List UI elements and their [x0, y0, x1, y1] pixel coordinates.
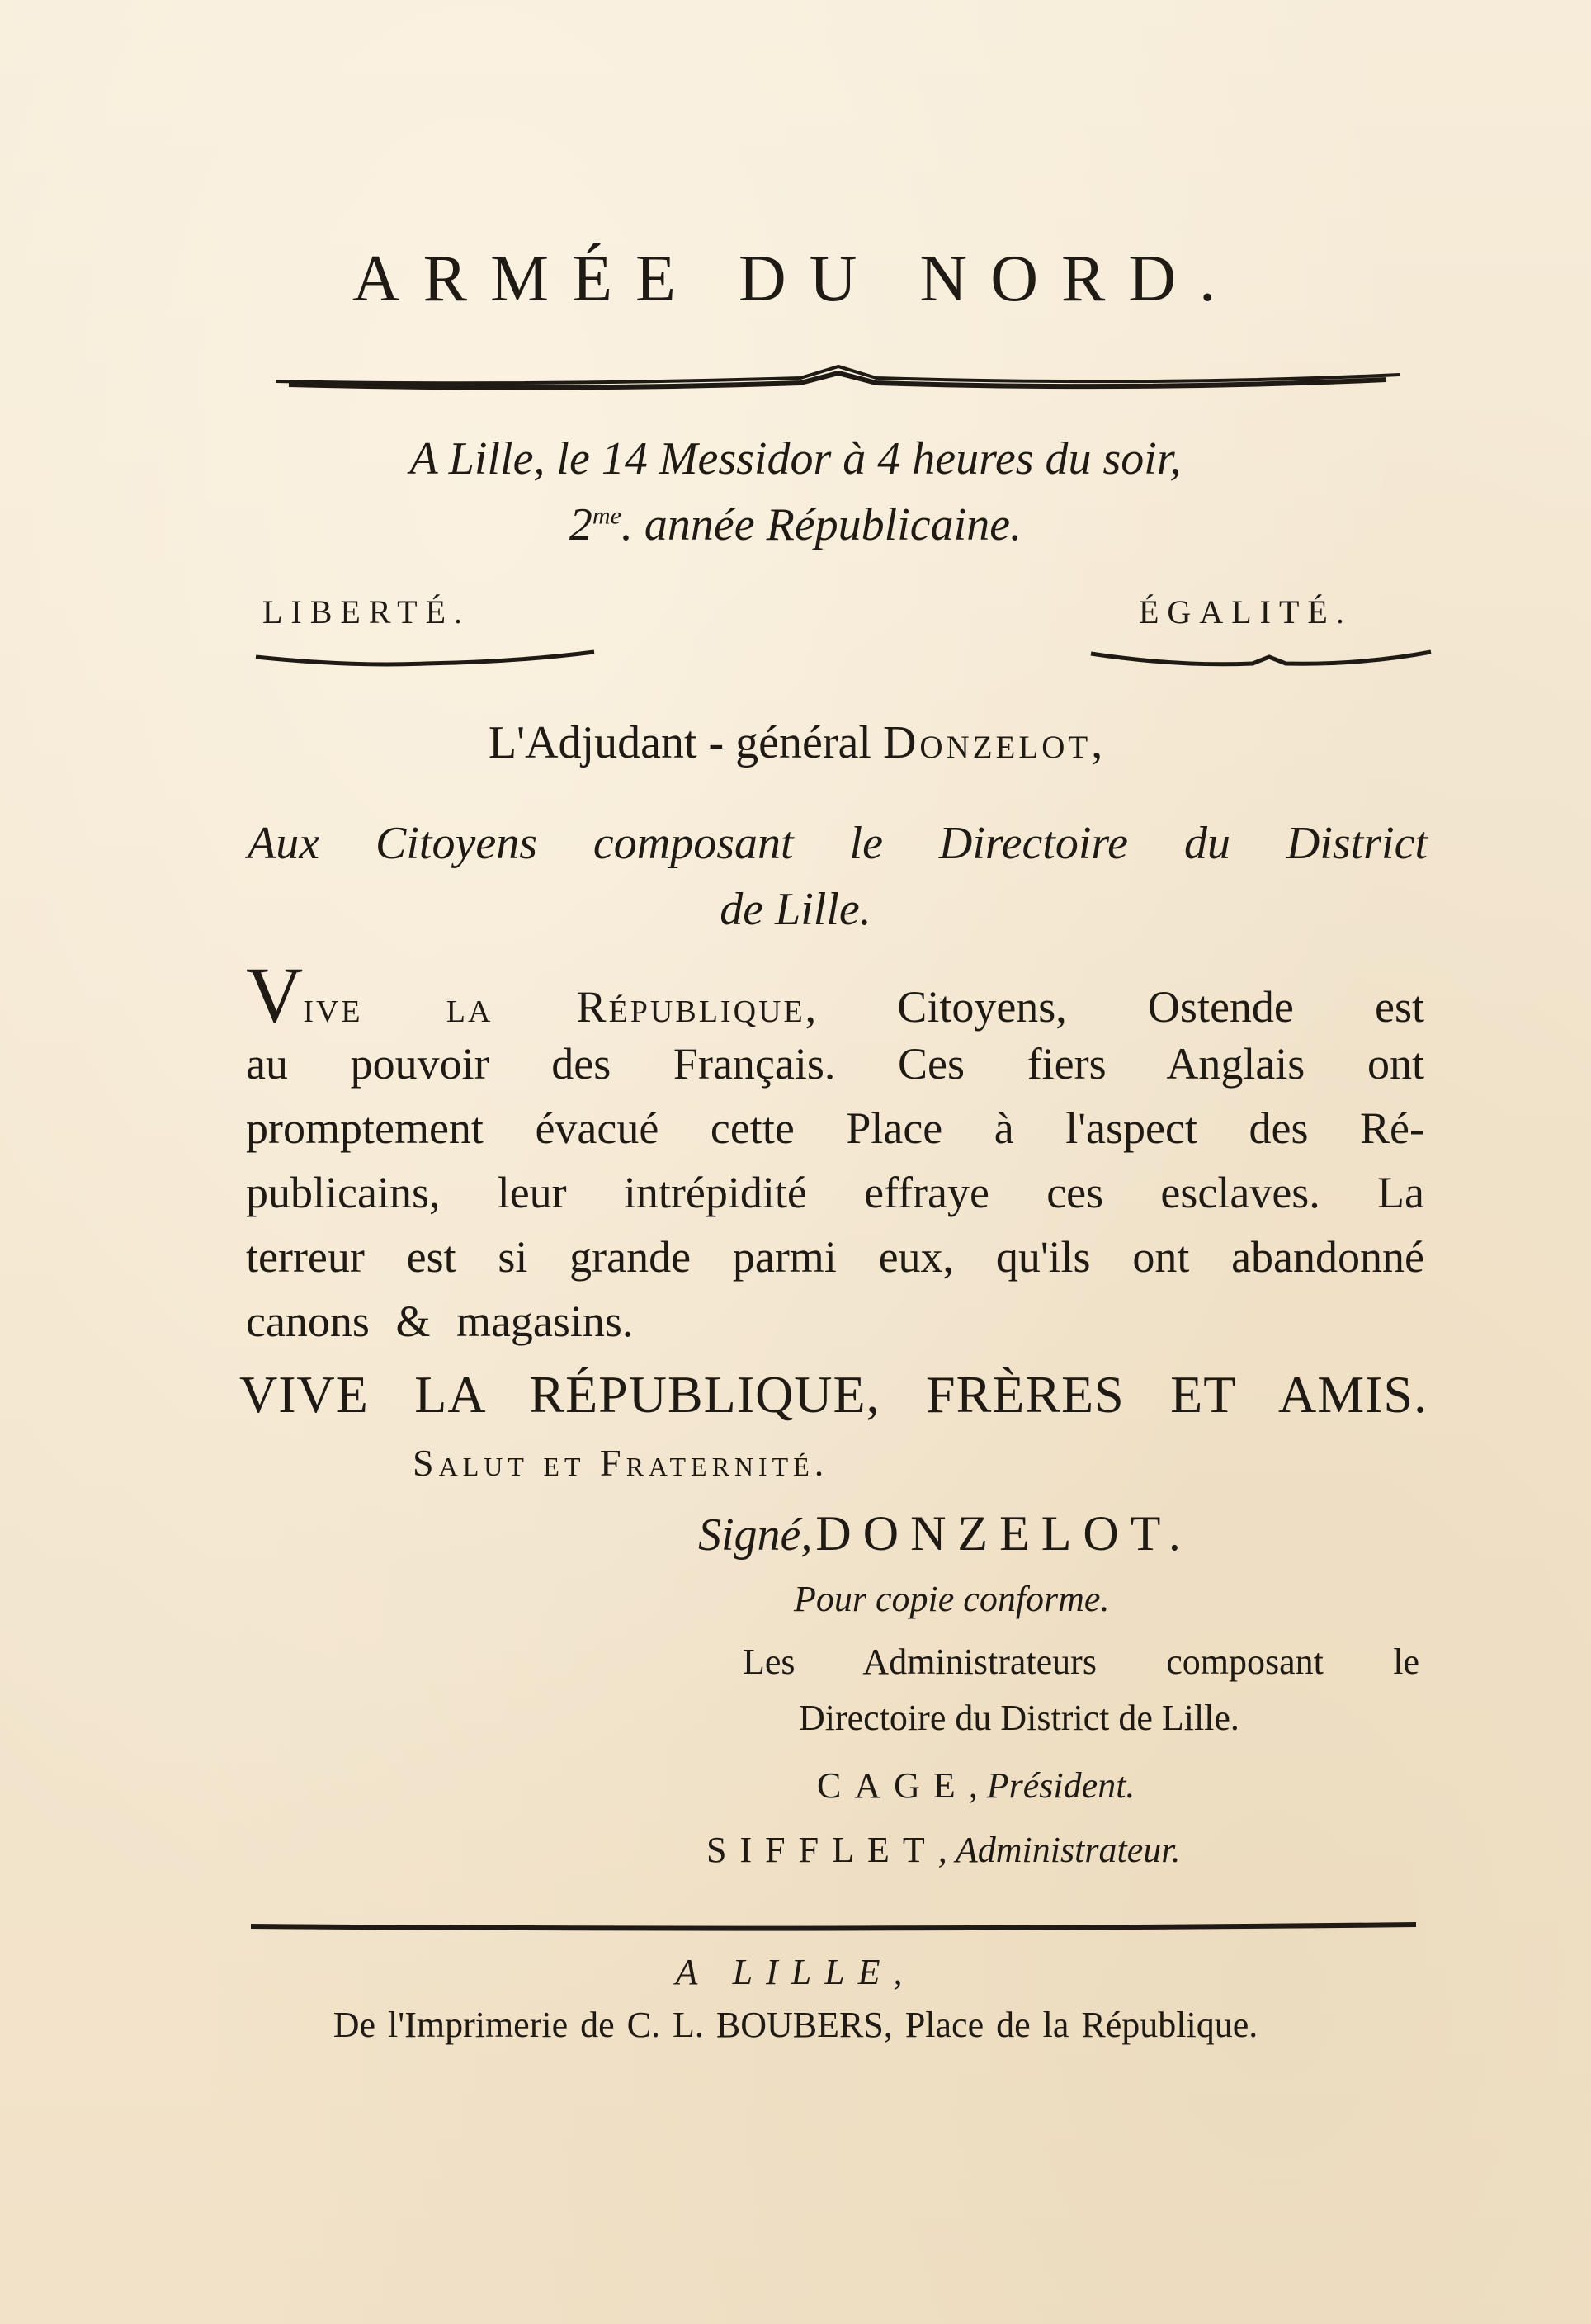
document-title: ARMÉE DU NORD.: [352, 243, 1239, 315]
motto-egalite: ÉGALITÉ.: [1139, 593, 1353, 631]
signatory-name: CAGE: [817, 1765, 969, 1806]
signed-name: DONZELOT.: [815, 1506, 1192, 1561]
year-ordinal-suffix: me: [592, 502, 621, 530]
signatory-cage: [817, 1765, 1135, 1806]
sender-comma: ,: [1091, 717, 1103, 768]
motto-liberte: LIBERTÉ.: [262, 593, 471, 631]
dateline-line-1: A Lille, le 14 Messidor à 4 heures du soir,: [409, 433, 1182, 484]
drop-cap: V: [246, 951, 304, 1039]
body-line-5: terreur est si grande parmi eux, qu'ils ont abandonné: [246, 1232, 1424, 1282]
body-line-1-text: , Citoyens, Ostende est: [805, 982, 1424, 1032]
sender-line: [0, 717, 1591, 768]
motto-left-rule: [253, 649, 599, 673]
body-line-2: au pouvoir des Français. Ces fiers Anglais ont: [246, 1039, 1424, 1089]
signatory-name: SIFFLET: [706, 1830, 938, 1870]
signatory-role: , Administrateur.: [937, 1830, 1181, 1870]
signatory-role: , Président.: [968, 1765, 1135, 1806]
title-ornamental-rule: [272, 363, 1403, 396]
administrators-line-1: Les Administrateurs composant le: [743, 1641, 1419, 1682]
year-label: . année Républicaine.: [621, 499, 1022, 550]
imprint-city: A LILLE,: [675, 1952, 916, 1992]
motto-right-rule: [1088, 649, 1434, 673]
sender-title: L'Adjudant - général: [488, 717, 871, 768]
year-ordinal: 2: [569, 499, 592, 550]
imprint-rule: [248, 1920, 1419, 1936]
addressee-line-2: de Lille.: [720, 884, 871, 935]
signatory-sifflet: [706, 1832, 1180, 1868]
body-line-3: promptement évacué cette Place à l'aspect des Ré-: [246, 1103, 1424, 1153]
body-line-1: [246, 951, 1424, 1039]
administrators-line-2: Directoire du District de Lille.: [799, 1698, 1239, 1738]
closing-shout: VIVE LA RÉPUBLIQUE, FRÈRES ET AMIS.: [239, 1365, 1428, 1424]
copy-note: Pour copie conforme.: [794, 1579, 1110, 1619]
body-line-6: canons & magasins.: [246, 1297, 634, 1346]
dateline-line-2: [0, 499, 1591, 550]
closing-salut: Salut et Fraternité.: [413, 1442, 829, 1484]
signature-line: [698, 1506, 1192, 1561]
imprint-printer: De l'Imprimerie de C. L. BOUBERS, Place de la République.: [333, 2005, 1258, 2045]
signed-label: Signé,: [698, 1509, 813, 1561]
body-line-4: publicains, leur intrépidité effraye ces esclaves. La: [246, 1168, 1424, 1217]
addressee-line-1: Aux Citoyens composant le Directoire du District: [248, 818, 1428, 869]
body-opening-caps: ive la République: [303, 982, 805, 1032]
sender-name: Donzelot: [882, 717, 1092, 768]
